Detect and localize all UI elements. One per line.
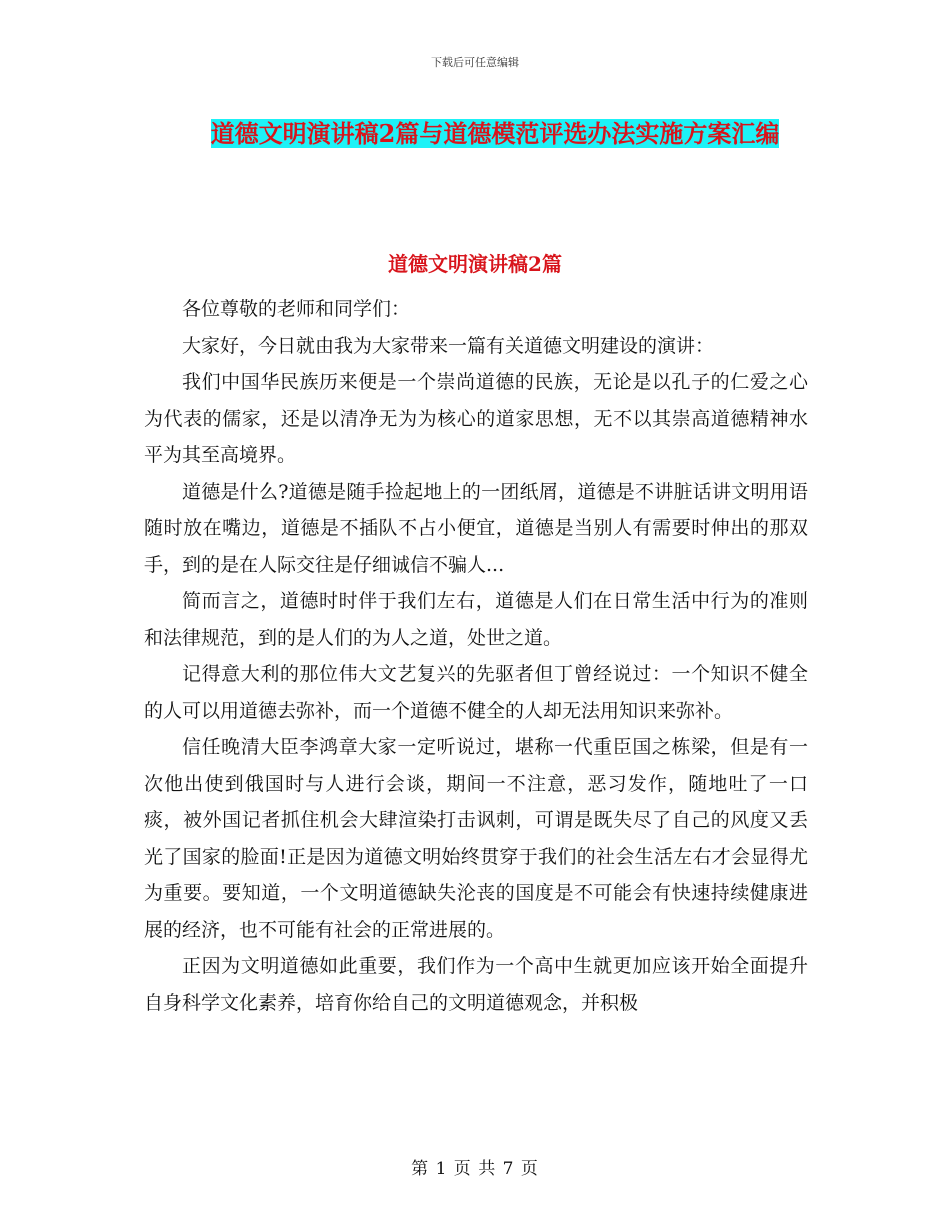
paragraph: 信任晚清大臣李鸿章大家一定听说过，堪称一代重臣国之栋梁，但是有一次他出使到俄国时与人进行会谈，期间一不注意，恶习发作，随地吐了一口痰，被外国记者抓住机会大肆渲染打击讽刺，可谓是既失尽了自己的风度又丢光了国家的脸面!正是因为道德文明始终贯穿于我们的社会生活左右才会显得尤为重要。要知道，一个文明道德缺失沦丧的国度是不可能会有快速持续健康进展的经济，也不可能有社会的正常进展的。	[144, 736, 808, 941]
paragraph: 大家好，今日就由我为大家带来一篇有关道德文明建设的演讲：	[182, 334, 715, 357]
section-title: 道德文明演讲稿2篇	[388, 252, 562, 276]
paragraph: 正因为文明道德如此重要，我们作为一个高中生就更加应该开始全面提升自身科学文化素养，培育你给自己的文明道德观念，并积极	[144, 955, 808, 1014]
body-text	[144, 291, 808, 1021]
page-footer: 第 1 页 共 7 页	[411, 1159, 539, 1179]
paragraph: 我们中国华民族历来便是一个崇尚道德的民族，无论是以孔子的仁爱之心为代表的儒家，还是以清净无为为核心的道家思想，无不以其崇高道德精神水平为其至高境界。	[144, 371, 808, 466]
document-title	[180, 110, 810, 158]
paragraph: 记得意大利的那位伟大文艺复兴的先驱者但丁曾经说过：一个知识不健全的人可以用道德去弥补，而一个道德不健全的人却无法用知识来弥补。	[144, 663, 808, 722]
header-note: 下载后可任意编辑	[431, 56, 519, 69]
paragraph: 各位尊敬的老师和同学们：	[182, 298, 411, 320]
paragraph: 道德是什么?道德是随手捡起地上的一团纸屑，道德是不讲脏话讲文明用语随时放在嘴边，道德是不插队不占小便宜，道德是当别人有需要时伸出的那双手，到的是在人际交往是仔细诚信不骗人...	[144, 480, 808, 576]
paragraph: 简而言之，道德时时伴于我们左右，道德是人们在日常生活中行为的准则和法律规范，到的是人们的为人之道，处世之道。	[144, 590, 808, 649]
document-title-text: 道德文明演讲稿2篇与道德模范评选办法实施方案汇编	[210, 119, 780, 148]
